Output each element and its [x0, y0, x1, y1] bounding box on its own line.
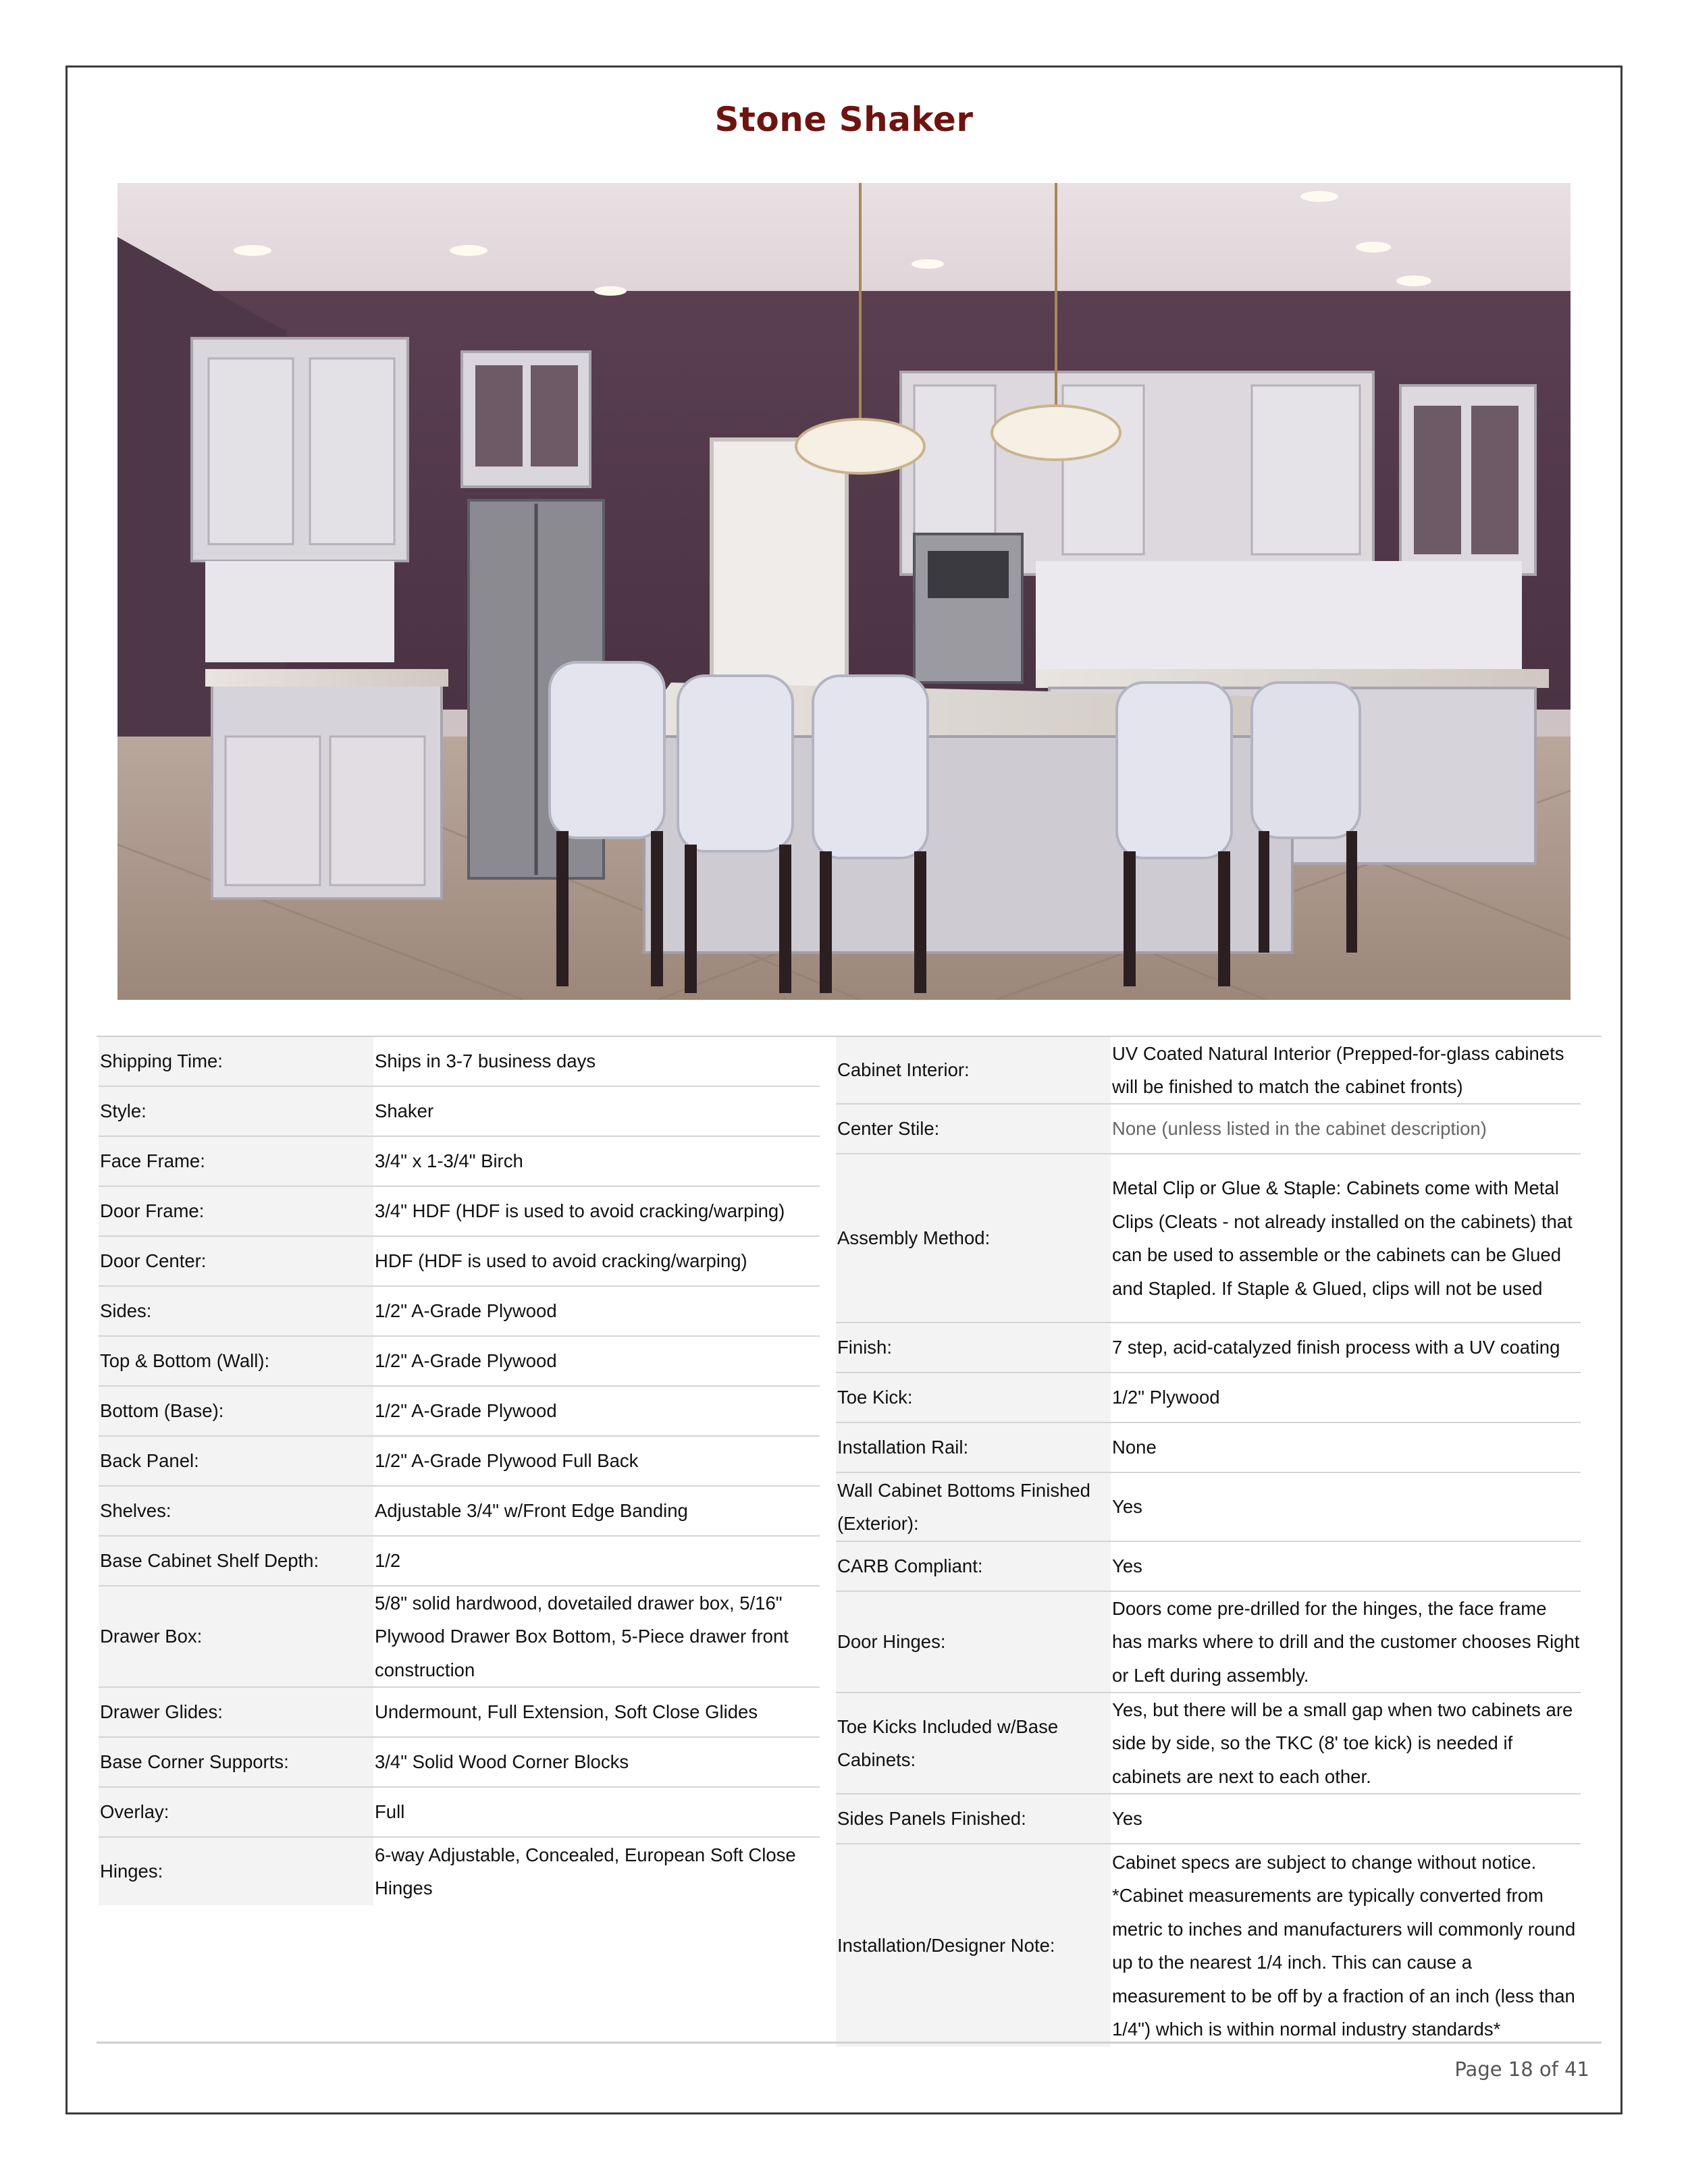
table-row [99, 1087, 820, 1137]
spec-table-right [836, 1037, 1581, 2047]
table-row [99, 1387, 820, 1437]
spec-label: Drawer Glides: [99, 1688, 373, 1736]
spec-value: Full [375, 1801, 405, 1823]
spec-value: 5/8" solid hardwood, dovetailed drawer box, 5/16" Plywood Drawer Box Bottom, 5-Piece drawer front construction [375, 1592, 789, 1680]
spec-value: 1/2 [375, 1550, 401, 1572]
spec-label: Assembly Method: [836, 1154, 1111, 1322]
table-row [99, 1838, 820, 1905]
spec-label: CARB Compliant: [836, 1542, 1111, 1591]
spec-label: Hinges: [99, 1838, 373, 1905]
kitchen-photo [117, 183, 1571, 1000]
table-row [836, 1104, 1581, 1154]
spec-value: None [1112, 1437, 1157, 1458]
table-row [836, 1542, 1581, 1592]
spec-label: Cabinet Interior: [836, 1037, 1111, 1103]
spec-value: Adjustable 3/4" w/Front Edge Banding [375, 1500, 688, 1522]
spec-label: Sides Panels Finished: [836, 1794, 1111, 1843]
spec-value: 1/2" A-Grade Plywood [375, 1400, 557, 1422]
spec-value: Yes [1112, 1496, 1142, 1518]
spec-value: 3/4" x 1-3/4" Birch [375, 1150, 523, 1172]
table-row [99, 1037, 820, 1087]
spec-value: Yes, but there will be a small gap when two cabinets are side by side, so the TKC (8' toe kick) is needed if cabinets are next to each other. [1112, 1699, 1573, 1787]
spec-label: Door Frame: [99, 1187, 373, 1235]
spec-label: Overlay: [99, 1788, 373, 1836]
spec-table-left [99, 1037, 820, 1905]
spec-label: Back Panel: [99, 1437, 373, 1485]
spec-value: UV Coated Natural Interior (Prepped-for-glass cabinets will be finished to match the cabinet fronts) [1112, 1042, 1564, 1097]
table-row [99, 1738, 820, 1788]
spec-label: Installation/Designer Note: [836, 1844, 1111, 2047]
table-row [99, 1237, 820, 1287]
page-title: Stone Shaker [714, 100, 974, 139]
spec-value: Yes [1112, 1555, 1142, 1577]
spec-value: Yes [1112, 1808, 1142, 1830]
spec-label: Finish: [836, 1323, 1111, 1372]
table-row [99, 1137, 820, 1187]
spec-value: Undermount, Full Extension, Soft Close Glides [375, 1701, 758, 1723]
spec-value: 6-way Adjustable, Concealed, European Soft Close Hinges [375, 1844, 796, 1898]
table-row [99, 1487, 820, 1537]
spec-label: Shelves: [99, 1487, 373, 1535]
spec-value: Metal Clip or Glue & Staple: Cabinets come with Metal Clips (Cleats - not already installed on the cabinets) that can be used to assemble or the cabinets can be Glued and Stapled. If Staple & Glued, clips will not be used [1112, 1177, 1573, 1299]
table-row [99, 1587, 820, 1688]
spec-value: Doors come pre-drilled for the hinges, the face frame has marks where to drill and the customer chooses Right or Left during assembly. [1112, 1597, 1580, 1686]
spec-label: Door Center: [99, 1237, 373, 1285]
table-row [836, 1037, 1581, 1104]
spec-label: Toe Kick: [836, 1373, 1111, 1422]
spec-label: Installation Rail: [836, 1423, 1111, 1472]
spec-value: 3/4" HDF (HDF is used to avoid cracking/warping) [375, 1200, 785, 1222]
spec-label: Wall Cabinet Bottoms Finished (Exterior): [836, 1473, 1111, 1541]
spec-label: Toe Kicks Included w/Base Cabinets: [836, 1693, 1111, 1793]
spec-label: Bottom (Base): [99, 1387, 373, 1435]
table-row [99, 1688, 820, 1738]
spec-label: Door Hinges: [836, 1592, 1111, 1692]
table-row [836, 1592, 1581, 1693]
spec-label: Base Cabinet Shelf Depth: [99, 1537, 373, 1585]
spec-value: Ships in 3-7 business days [375, 1050, 596, 1072]
table-row [99, 1788, 820, 1838]
table-bottom-rule [97, 2042, 1602, 2044]
spec-label: Shipping Time: [99, 1037, 373, 1086]
spec-value: 1/2" A-Grade Plywood Full Back [375, 1450, 639, 1472]
spec-label: Drawer Box: [99, 1587, 373, 1686]
spec-value: HDF (HDF is used to avoid cracking/warping) [375, 1250, 747, 1272]
spec-value: 1/2" A-Grade Plywood [375, 1300, 557, 1322]
spec-label: Face Frame: [99, 1137, 373, 1186]
table-row [99, 1287, 820, 1337]
spec-value: 3/4" Solid Wood Corner Blocks [375, 1751, 629, 1773]
spec-value: 7 step, acid-catalyzed finish process with a UV coating [1112, 1337, 1560, 1358]
table-row [99, 1337, 820, 1387]
spec-value: Cabinet specs are subject to change without notice. *Cabinet measurements are typically converted from metric to inches and manufacturers will commonly round up to the nearest 1/4 inch. This can cause a measurement to be off by a fraction of an inch (less than 1/4") which is within normal industry standards* [1112, 1851, 1576, 2040]
table-row [836, 1473, 1581, 1542]
spec-label: Style: [99, 1087, 373, 1136]
table-row [836, 1423, 1581, 1473]
table-row [836, 1844, 1581, 2047]
table-row [836, 1323, 1581, 1373]
page-number: Page 18 of 41 [1454, 2058, 1589, 2081]
spec-label: Sides: [99, 1287, 373, 1335]
table-row [836, 1794, 1581, 1844]
spec-label: Base Corner Supports: [99, 1738, 373, 1786]
table-row [836, 1373, 1581, 1423]
table-row [99, 1437, 820, 1487]
spec-value: None (unless listed in the cabinet description) [1112, 1118, 1487, 1140]
spec-label: Center Stile: [836, 1104, 1111, 1153]
spec-value: Shaker [375, 1100, 434, 1122]
table-row [836, 1693, 1581, 1794]
spec-value: 1/2" A-Grade Plywood [375, 1350, 557, 1372]
table-row [99, 1537, 820, 1587]
table-row [836, 1154, 1581, 1323]
table-row [99, 1187, 820, 1237]
spec-value: 1/2" Plywood [1112, 1387, 1220, 1408]
spec-label: Top & Bottom (Wall): [99, 1337, 373, 1385]
